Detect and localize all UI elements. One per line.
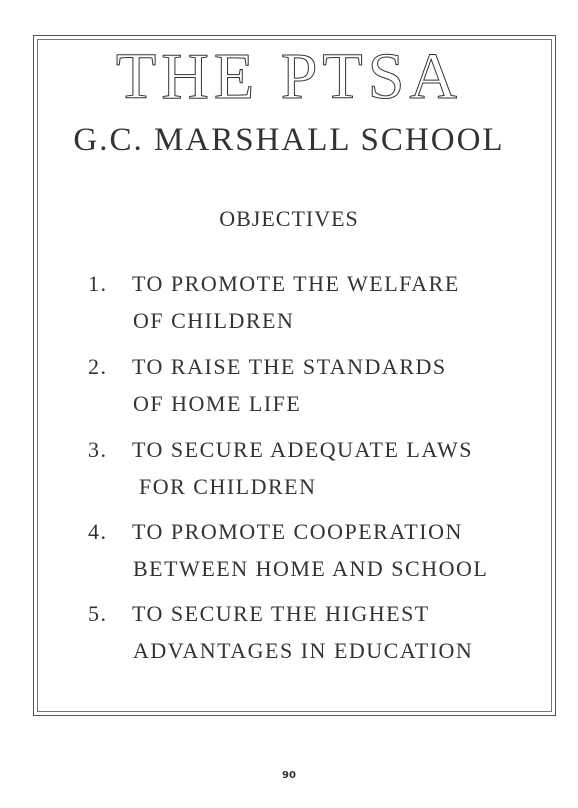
page-number: 90: [282, 770, 296, 781]
objective-number: 4.: [88, 519, 108, 544]
objectives-heading: OBJECTIVES: [219, 206, 359, 231]
objective-line-2: ADVANTAGES IN EDUCATION: [133, 638, 474, 663]
objective-number: 3.: [88, 437, 108, 462]
objective-item: [88, 518, 488, 583]
objective-item: [88, 270, 460, 335]
objective-number: 2.: [88, 354, 108, 379]
objective-line-2: OF HOME LIFE: [133, 391, 302, 416]
objective-item: [88, 436, 473, 501]
objective-line-2: OF CHILDREN: [133, 308, 295, 333]
objective-line-1: TO RAISE THE STANDARDS: [132, 354, 447, 379]
objective-line-1: TO PROMOTE COOPERATION: [132, 519, 463, 544]
objective-line-1: TO SECURE ADEQUATE LAWS: [132, 437, 473, 462]
objective-line-2: FOR CHILDREN: [139, 474, 317, 499]
objective-number: 1.: [88, 271, 108, 296]
objective-item: [88, 353, 447, 418]
objective-line-2: BETWEEN HOME AND SCHOOL: [133, 556, 489, 581]
objective-item: [88, 600, 473, 665]
objective-line-1: TO SECURE THE HIGHEST: [132, 601, 430, 626]
objective-number: 5.: [88, 601, 108, 626]
objective-line-1: TO PROMOTE THE WELFARE: [132, 271, 460, 296]
document-title: THE PTSA: [115, 40, 463, 113]
school-name: G.C. MARSHALL SCHOOL: [73, 122, 505, 158]
